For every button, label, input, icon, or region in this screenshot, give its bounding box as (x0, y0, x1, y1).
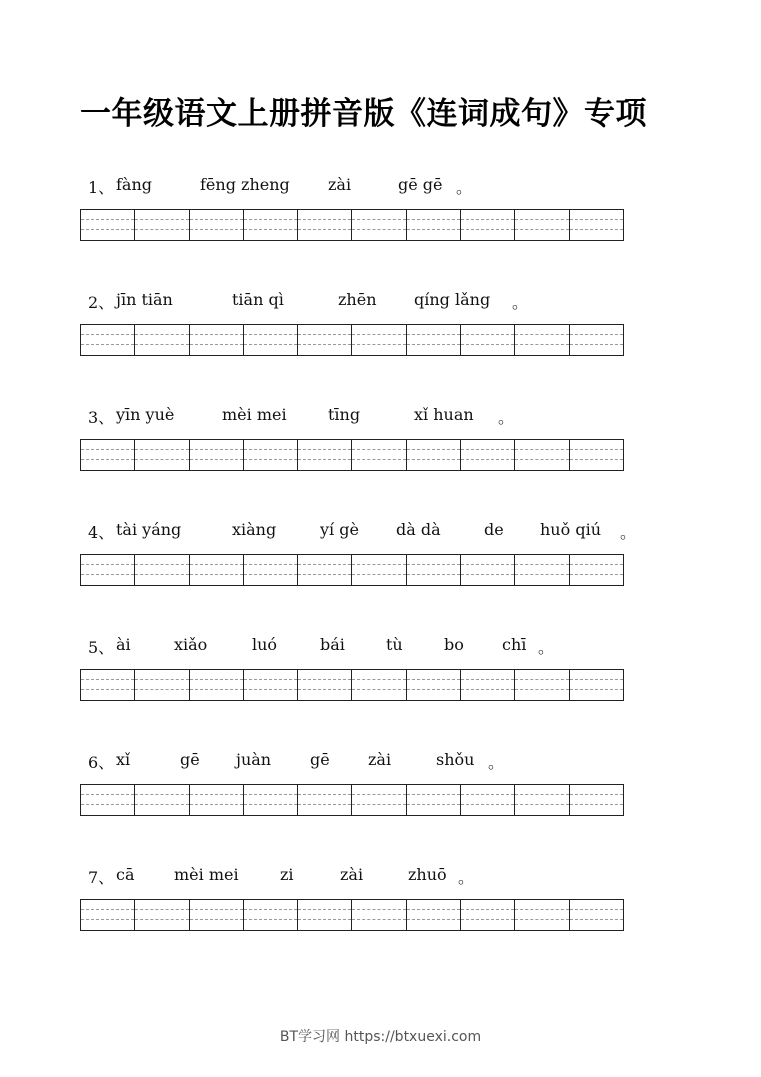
grid-cell[interactable] (352, 670, 406, 700)
pinyin-word: 。 (538, 638, 555, 657)
grid-cell[interactable] (244, 325, 298, 355)
grid-cell[interactable] (135, 785, 189, 815)
grid-cell[interactable] (515, 555, 569, 585)
grid-cell[interactable] (135, 325, 189, 355)
grid-cell[interactable] (135, 900, 189, 930)
pinyin-word: gē gē (398, 175, 443, 194)
grid-cell[interactable] (461, 670, 515, 700)
grid-cell[interactable] (352, 785, 406, 815)
pinyin-word: gē (310, 750, 330, 769)
grid-cell[interactable] (298, 440, 352, 470)
grid-cell[interactable] (407, 900, 461, 930)
answer-grid[interactable] (80, 899, 624, 931)
grid-cell[interactable] (244, 555, 298, 585)
grid-cell[interactable] (190, 785, 244, 815)
grid-cell[interactable] (190, 325, 244, 355)
pinyin-word: fàng (116, 175, 153, 194)
pinyin-word: zi (280, 865, 294, 884)
grid-cell[interactable] (407, 325, 461, 355)
pinyin-word: xiàng (232, 520, 277, 539)
pinyin-word: qíng lǎng (414, 290, 491, 309)
grid-cell[interactable] (190, 440, 244, 470)
pinyin-word: yīn yuè (116, 405, 175, 424)
pinyin-word: yí gè (320, 520, 359, 539)
grid-cell[interactable] (190, 210, 244, 240)
grid-cell[interactable] (407, 670, 461, 700)
pinyin-word: bo (444, 635, 464, 654)
grid-cell[interactable] (515, 210, 569, 240)
pinyin-word: zài (328, 175, 352, 194)
pinyin-word: bái (320, 635, 345, 654)
grid-cell[interactable] (244, 210, 298, 240)
answer-grid[interactable] (80, 209, 624, 241)
grid-cell[interactable] (461, 555, 515, 585)
grid-cell[interactable] (298, 900, 352, 930)
answer-grid[interactable] (80, 784, 624, 816)
grid-cell[interactable] (298, 785, 352, 815)
pinyin-word: xiǎo (174, 635, 208, 654)
grid-cell[interactable] (515, 670, 569, 700)
pinyin-word: gē (180, 750, 200, 769)
answer-grid[interactable] (80, 669, 624, 701)
grid-cell[interactable] (570, 210, 623, 240)
grid-cell[interactable] (461, 325, 515, 355)
grid-cell[interactable] (352, 210, 406, 240)
grid-cell[interactable] (352, 325, 406, 355)
grid-cell[interactable] (244, 785, 298, 815)
pinyin-word: 。 (620, 523, 637, 542)
grid-cell[interactable] (570, 785, 623, 815)
question-number: 6、 (88, 753, 115, 772)
pinyin-word: zhēn (338, 290, 377, 309)
pinyin-word: fēng zheng (200, 175, 290, 194)
grid-cell[interactable] (515, 440, 569, 470)
pinyin-word: mèi mei (174, 865, 239, 884)
question-number: 5、 (88, 638, 115, 657)
answer-grid[interactable] (80, 554, 624, 586)
grid-cell[interactable] (407, 785, 461, 815)
question-number: 2、 (88, 293, 115, 312)
grid-cell[interactable] (81, 325, 135, 355)
grid-cell[interactable] (244, 900, 298, 930)
question-number: 1、 (88, 178, 115, 197)
pinyin-word: ài (116, 635, 131, 654)
grid-cell[interactable] (298, 325, 352, 355)
pinyin-word: dà dà (396, 520, 441, 539)
grid-cell[interactable] (407, 555, 461, 585)
pinyin-word: 。 (498, 408, 515, 427)
grid-cell[interactable] (190, 555, 244, 585)
pinyin-word: shǒu (436, 750, 475, 769)
answer-grid[interactable] (80, 439, 624, 471)
pinyin-word: cā (116, 865, 135, 884)
grid-cell[interactable] (81, 900, 135, 930)
page-title: 一年级语文上册拼音版《连词成句》专项 (80, 96, 647, 132)
footer-watermark: BT学习网 https://btxuexi.com (279, 1029, 482, 1045)
pinyin-word: juàn (236, 750, 272, 769)
pinyin-word: tù (386, 635, 403, 654)
grid-cell[interactable] (81, 785, 135, 815)
grid-cell[interactable] (135, 440, 189, 470)
pinyin-word: de (484, 520, 504, 539)
grid-cell[interactable] (570, 900, 623, 930)
pinyin-word: zài (340, 865, 364, 884)
grid-cell[interactable] (81, 555, 135, 585)
grid-cell[interactable] (190, 670, 244, 700)
grid-cell[interactable] (570, 670, 623, 700)
grid-cell[interactable] (570, 325, 623, 355)
grid-cell[interactable] (461, 900, 515, 930)
grid-cell[interactable] (190, 900, 244, 930)
question-number: 4、 (88, 523, 115, 542)
grid-cell[interactable] (407, 440, 461, 470)
question-number: 3、 (88, 408, 115, 427)
grid-cell[interactable] (352, 900, 406, 930)
grid-cell[interactable] (515, 900, 569, 930)
grid-cell[interactable] (352, 555, 406, 585)
grid-cell[interactable] (135, 210, 189, 240)
grid-cell[interactable] (81, 670, 135, 700)
grid-cell[interactable] (515, 785, 569, 815)
grid-cell[interactable] (461, 210, 515, 240)
grid-cell[interactable] (570, 440, 623, 470)
grid-cell[interactable] (135, 670, 189, 700)
pinyin-word: tīng (328, 405, 361, 424)
pinyin-word: tiān qì (232, 290, 284, 309)
answer-grid[interactable] (80, 324, 624, 356)
grid-cell[interactable] (515, 325, 569, 355)
pinyin-word: 。 (458, 868, 475, 887)
pinyin-word: 。 (512, 293, 529, 312)
pinyin-word: zhuō (408, 865, 447, 884)
pinyin-word: huǒ qiú (540, 520, 601, 539)
question-number: 7、 (88, 868, 115, 887)
pinyin-word: 。 (456, 178, 473, 197)
pinyin-word: chī (502, 635, 527, 654)
pinyin-word: jīn tiān (116, 290, 173, 309)
grid-cell[interactable] (352, 440, 406, 470)
grid-cell[interactable] (298, 555, 352, 585)
pinyin-word: xǐ (116, 750, 131, 769)
grid-cell[interactable] (81, 210, 135, 240)
pinyin-word: tài yáng (116, 520, 182, 539)
grid-cell[interactable] (298, 670, 352, 700)
grid-cell[interactable] (244, 670, 298, 700)
pinyin-word: zài (368, 750, 392, 769)
grid-cell[interactable] (461, 785, 515, 815)
grid-cell[interactable] (135, 555, 189, 585)
pinyin-word: mèi mei (222, 405, 287, 424)
grid-cell[interactable] (570, 555, 623, 585)
grid-cell[interactable] (81, 440, 135, 470)
grid-cell[interactable] (298, 210, 352, 240)
grid-cell[interactable] (461, 440, 515, 470)
grid-cell[interactable] (244, 440, 298, 470)
grid-cell[interactable] (407, 210, 461, 240)
pinyin-word: xǐ huan (414, 405, 474, 424)
pinyin-word: 。 (488, 753, 505, 772)
pinyin-word: luó (252, 635, 278, 654)
